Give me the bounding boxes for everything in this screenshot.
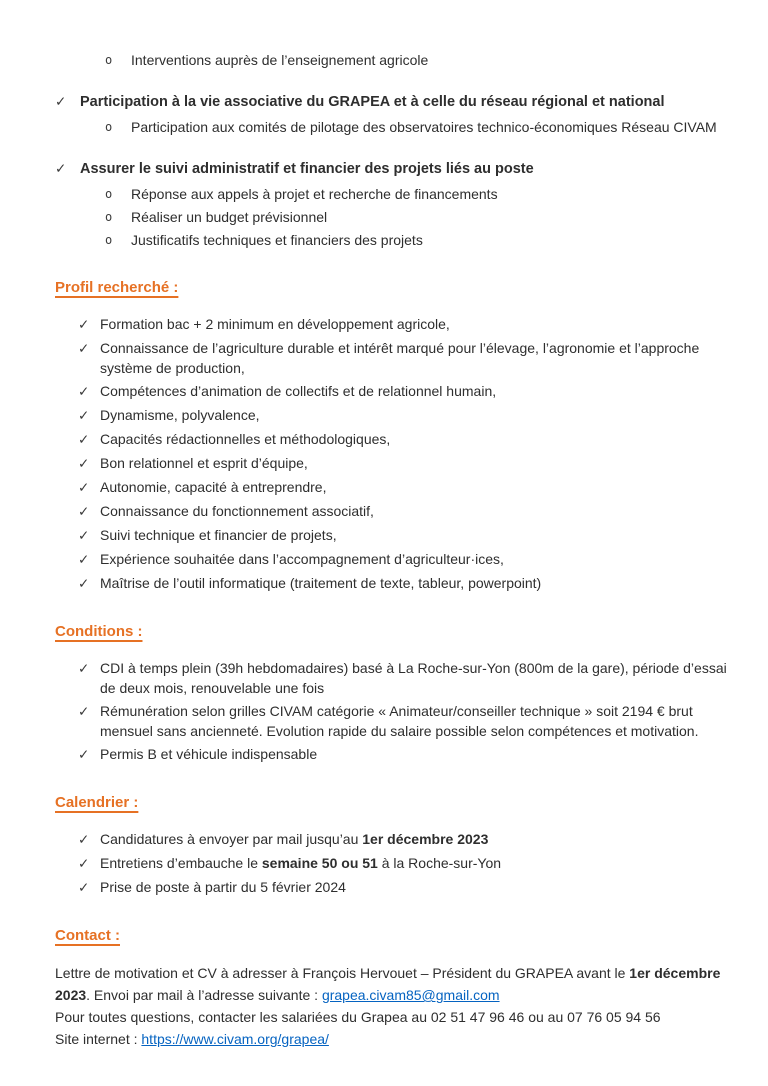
text-run: Suivi technique et financier de projets, (100, 527, 337, 543)
checklist-item-text (100, 381, 728, 402)
checklist-item (78, 877, 728, 898)
conditions-checklist (55, 658, 728, 765)
contact-paragraph (55, 962, 728, 1006)
text-run: Pour toutes questions, contacter les salariées du Grapea au 02 51 47 96 46 ou au 07 76 05 94 56 (55, 1009, 661, 1025)
email-link[interactable]: grapea.civam85@gmail.com (321, 987, 500, 1003)
check-bullet-icon: ✓ (78, 747, 90, 762)
check-bullet-icon: ✓ (78, 552, 90, 567)
check-bullet-icon: ✓ (78, 528, 90, 543)
checklist-item (78, 477, 728, 498)
section-profil (55, 277, 728, 594)
text-run: CDI à temps plein (39h hebdomadaires) basé à La Roche-sur-Yon (800m de la gare), période d’essai de deux mois, renouvelable une fois (100, 660, 727, 696)
text-run: Site internet : (55, 1031, 142, 1047)
text-run: Capacités rédactionnelles et méthodologiques, (100, 431, 391, 447)
check-bullet-icon: ✓ (78, 832, 90, 847)
checklist-item (78, 381, 728, 402)
circle-bullet-icon: o (105, 233, 113, 247)
checklist-item-text (100, 829, 728, 850)
checklist-item (78, 658, 728, 698)
contact-paragraph (55, 1028, 728, 1050)
text-run: . Envoi par mail à l’adresse suivante : (86, 987, 322, 1003)
text-run: Entretiens d’embauche le (100, 855, 262, 871)
check-bullet-icon: ✓ (78, 661, 90, 676)
bold-text-run: 1er décembre 2023 (362, 831, 489, 847)
checklist-item-text (100, 405, 728, 426)
section-title-conditions: Conditions : (55, 623, 143, 640)
checklist-item-text (100, 525, 728, 546)
intro-heading-text: Participation à la vie associative du GRAPEA et à celle du réseau régional et national (80, 94, 665, 110)
checklist-item (78, 429, 728, 450)
section-conditions (55, 621, 728, 765)
text-run: Permis B et véhicule indispensable (100, 746, 318, 762)
text-run: Prise de poste à partir du 5 février 2024 (100, 879, 346, 895)
profil-checklist (55, 314, 728, 594)
checklist-item-text (100, 658, 728, 698)
sub-item-text: Réaliser un budget prévisionnel (131, 209, 328, 225)
check-bullet-icon: ✓ (78, 408, 90, 423)
checklist-item (78, 501, 728, 522)
sub-list-item (105, 230, 728, 250)
sub-list-item (105, 50, 728, 70)
circle-bullet-icon: o (105, 210, 113, 224)
check-bullet-icon: ✓ (78, 432, 90, 447)
text-run: Rémunération selon grilles CIVAM catégorie « Animateur/conseiller technique » soit 2194 € brut mensuel sans ancienneté. Evolution rapide du salaire possible selon compétences et motivation. (100, 703, 699, 739)
circle-bullet-icon: o (105, 53, 113, 67)
check-bullet-icon: ✓ (78, 704, 90, 719)
check-bullet-icon: ✓ (78, 341, 90, 356)
text-run: Bon relationnel et esprit d’équipe, (100, 455, 308, 471)
sub-item-text: Participation aux comités de pilotage des observatoires technico-économiques Réseau CIVAM (131, 119, 717, 135)
checklist-item (78, 829, 728, 850)
contact-paragraphs (55, 962, 728, 1050)
text-run: Maîtrise de l’outil informatique (traitement de texte, tableur, powerpoint) (100, 575, 542, 591)
check-bullet-icon: ✓ (78, 480, 90, 495)
checklist-item-text (100, 573, 728, 594)
sub-item-text: Interventions auprès de l’enseignement agricole (131, 52, 429, 68)
checklist-item-text (100, 701, 728, 741)
checklist-item-text (100, 744, 728, 765)
checklist-item-text (100, 501, 728, 522)
text-run: Lettre de motivation et CV à adresser à François Hervouet – Président du GRAPEA avant le (55, 965, 630, 981)
checklist-item (78, 573, 728, 594)
text-run: à la Roche-sur-Yon (377, 855, 502, 871)
sub-list-item (105, 184, 728, 204)
checklist-item-text (100, 429, 728, 450)
checklist-item (78, 853, 728, 874)
section-title-contact: Contact : (55, 927, 120, 944)
checklist-item-text (100, 853, 728, 874)
text-run: Autonomie, capacité à entreprendre, (100, 479, 327, 495)
checklist-item (78, 744, 728, 765)
check-bullet-icon: ✓ (55, 161, 67, 176)
section-contact (55, 925, 728, 1050)
intro-list (55, 50, 728, 250)
checklist-item-text (100, 314, 728, 335)
calendrier-checklist (55, 829, 728, 898)
text-run: Candidatures à envoyer par mail jusqu’au (100, 831, 363, 847)
checklist-item (78, 338, 728, 378)
section-calendrier (55, 792, 728, 898)
checklist-item-text (100, 877, 728, 898)
text-run: Connaissance du fonctionnement associatif, (100, 503, 374, 519)
check-bullet-icon: ✓ (78, 504, 90, 519)
circle-bullet-icon: o (105, 187, 113, 201)
sub-list-item (105, 117, 728, 137)
checklist-item-text (100, 338, 728, 378)
contact-paragraph (55, 1006, 728, 1028)
check-bullet-icon: ✓ (78, 576, 90, 591)
sub-item-text: Justificatifs techniques et financiers des projets (131, 232, 423, 248)
text-run: Dynamisme, polyvalence, (100, 407, 260, 423)
bold-text-run: semaine 50 ou 51 (261, 855, 378, 871)
text-run: Compétences d’animation de collectifs et de relationnel humain, (100, 383, 497, 399)
check-bullet-icon: ✓ (78, 384, 90, 399)
check-bullet-icon: ✓ (78, 317, 90, 332)
checklist-item (78, 701, 728, 741)
checklist-item (78, 549, 728, 570)
circle-bullet-icon: o (105, 120, 113, 134)
text-run: Expérience souhaitée dans l’accompagnement d’agriculteur·ices, (100, 551, 504, 567)
intro-check-heading (55, 158, 728, 180)
checklist-item (78, 453, 728, 474)
sub-item-text: Réponse aux appels à projet et recherche de financements (131, 186, 498, 202)
checklist-item (78, 405, 728, 426)
website-link[interactable]: https://www.civam.org/grapea/ (141, 1031, 329, 1047)
section-title-calendrier: Calendrier : (55, 794, 139, 811)
text-run: Connaissance de l’agriculture durable et intérêt marqué pour l’élevage, l’agronomie et l’approche système de production, (100, 340, 700, 376)
checklist-item (78, 314, 728, 335)
checklist-item-text (100, 549, 728, 570)
check-bullet-icon: ✓ (55, 94, 67, 109)
bold-text-run: 1er décembre 2023 (55, 965, 721, 1003)
section-title-profil: Profil recherché : (55, 279, 179, 296)
checklist-item (78, 525, 728, 546)
checklist-item-text (100, 453, 728, 474)
intro-heading-text: Assurer le suivi administratif et financier des projets liés au poste (80, 161, 534, 177)
sub-list-item (105, 207, 728, 227)
check-bullet-icon: ✓ (78, 880, 90, 895)
text-run: Formation bac + 2 minimum en développement agricole, (100, 316, 450, 332)
check-bullet-icon: ✓ (78, 456, 90, 471)
check-bullet-icon: ✓ (78, 856, 90, 871)
checklist-item-text (100, 477, 728, 498)
intro-check-heading (55, 91, 728, 113)
